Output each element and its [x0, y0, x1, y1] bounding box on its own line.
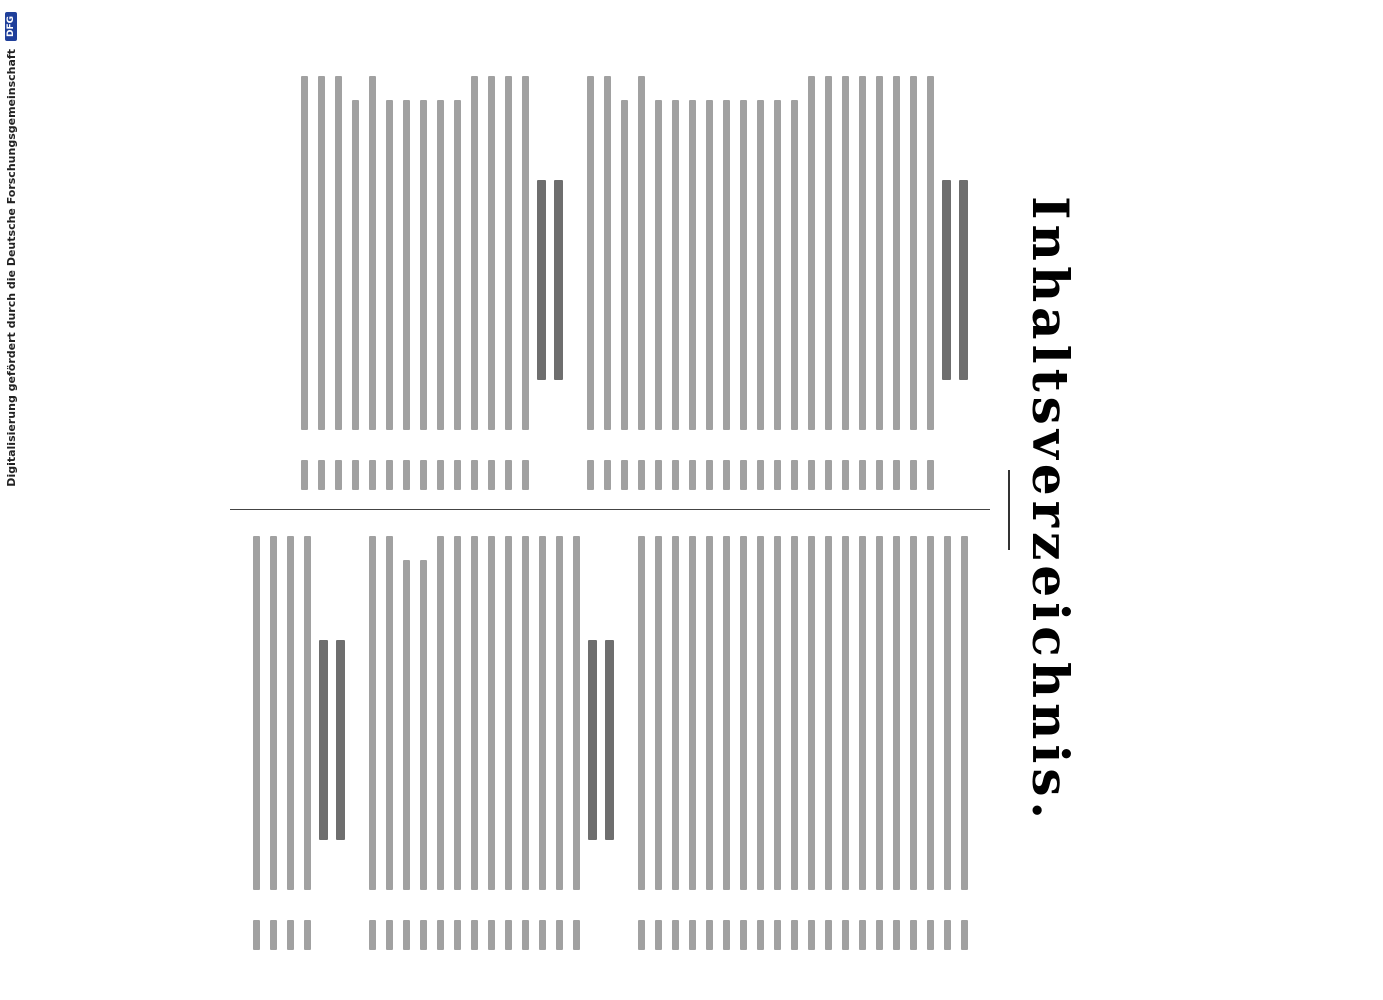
- page-number-placeholder: [471, 920, 478, 950]
- page-number-placeholder: [893, 460, 900, 490]
- page-number-placeholder: [842, 460, 849, 490]
- page-number-placeholder: [301, 460, 308, 490]
- page-number-placeholder: [621, 460, 628, 490]
- page-number-placeholder: [791, 460, 798, 490]
- index-line-placeholder: [505, 76, 512, 430]
- index-line-placeholder: [454, 536, 461, 890]
- index-column-left: [230, 70, 990, 490]
- index-line-placeholder: [505, 536, 512, 890]
- page-number-placeholder: [287, 920, 294, 950]
- page-number-placeholder: [471, 460, 478, 490]
- page-number-placeholder: [961, 920, 968, 950]
- index-line-placeholder: [944, 536, 951, 890]
- index-line-placeholder: [859, 536, 866, 890]
- page-number-placeholder: [791, 920, 798, 950]
- session-heading-placeholder: [942, 180, 951, 380]
- index-line-placeholder: [270, 536, 277, 890]
- page-number-placeholder: [587, 460, 594, 490]
- page-title: Inhaltsverzeichnis.: [1021, 196, 1080, 824]
- page-number-placeholder: [304, 920, 311, 950]
- index-line-placeholder: [723, 536, 730, 890]
- page-number-placeholder: [335, 460, 342, 490]
- index-line-placeholder: [706, 100, 713, 430]
- page-number-placeholder: [604, 460, 611, 490]
- page-number-placeholder: [944, 920, 951, 950]
- page-number-placeholder: [638, 460, 645, 490]
- index-line-placeholder: [573, 536, 580, 890]
- dfg-logo-icon: DFG: [5, 12, 17, 41]
- page-number-placeholder: [318, 460, 325, 490]
- index-line-placeholder: [471, 536, 478, 890]
- index-line-placeholder: [621, 100, 628, 430]
- page-content: [190, 60, 1110, 960]
- page-number-placeholder: [808, 920, 815, 950]
- index-column-right: [230, 530, 990, 950]
- index-line-placeholder: [369, 536, 376, 890]
- page-number-placeholder: [352, 460, 359, 490]
- index-line-placeholder: [876, 536, 883, 890]
- index-line-placeholder: [689, 100, 696, 430]
- index-line-placeholder: [253, 536, 260, 890]
- page-number-placeholder: [723, 920, 730, 950]
- index-line-placeholder: [672, 536, 679, 890]
- page-number-placeholder: [757, 920, 764, 950]
- index-line-placeholder: [774, 100, 781, 430]
- page-number-placeholder: [825, 460, 832, 490]
- index-line-placeholder: [893, 536, 900, 890]
- scanned-page: [190, 60, 1110, 960]
- index-line-placeholder: [876, 76, 883, 430]
- page-number-placeholder: [910, 460, 917, 490]
- index-line-placeholder: [706, 536, 713, 890]
- index-line-placeholder: [488, 76, 495, 430]
- page-number-placeholder: [488, 460, 495, 490]
- index-line-placeholder: [638, 76, 645, 430]
- index-line-placeholder: [403, 560, 410, 890]
- title-rule: [1008, 470, 1010, 550]
- page-number-placeholder: [386, 460, 393, 490]
- index-line-placeholder: [842, 536, 849, 890]
- page-number-placeholder: [672, 460, 679, 490]
- index-line-placeholder: [893, 76, 900, 430]
- index-line-placeholder: [774, 536, 781, 890]
- index-line-placeholder: [655, 536, 662, 890]
- digitization-footer: [0, 0, 22, 1000]
- index-line-placeholder: [927, 536, 934, 890]
- page-number-placeholder: [927, 920, 934, 950]
- page-number-placeholder: [740, 460, 747, 490]
- page-number-placeholder: [757, 460, 764, 490]
- index-line-placeholder: [689, 536, 696, 890]
- column-divider: [230, 509, 990, 510]
- index-line-placeholder: [655, 100, 662, 430]
- page-number-placeholder: [270, 920, 277, 950]
- index-line-placeholder: [335, 76, 342, 430]
- funding-note: Digitalisierung gefördert durch die Deutsche Forschungsgemeinschaft: [4, 49, 18, 487]
- page-number-placeholder: [556, 920, 563, 950]
- index-line-placeholder: [556, 536, 563, 890]
- page-number-placeholder: [706, 460, 713, 490]
- index-line-placeholder: [386, 100, 393, 430]
- index-line-placeholder: [757, 536, 764, 890]
- page-number-placeholder: [573, 920, 580, 950]
- index-line-placeholder: [488, 536, 495, 890]
- index-line-placeholder: [842, 76, 849, 430]
- index-line-placeholder: [522, 76, 529, 430]
- index-line-placeholder: [369, 76, 376, 430]
- page-number-placeholder: [842, 920, 849, 950]
- page-number-placeholder: [689, 460, 696, 490]
- index-line-placeholder: [910, 536, 917, 890]
- index-line-placeholder: [825, 536, 832, 890]
- index-line-placeholder: [287, 536, 294, 890]
- page-number-placeholder: [859, 920, 866, 950]
- page-number-placeholder: [825, 920, 832, 950]
- page-number-placeholder: [454, 460, 461, 490]
- index-line-placeholder: [420, 560, 427, 890]
- index-line-placeholder: [604, 76, 611, 430]
- index-line-placeholder: [304, 536, 311, 890]
- index-line-placeholder: [638, 536, 645, 890]
- index-line-placeholder: [808, 76, 815, 430]
- index-line-placeholder: [672, 100, 679, 430]
- page-number-placeholder: [437, 460, 444, 490]
- index-line-placeholder: [318, 76, 325, 430]
- page-number-placeholder: [420, 460, 427, 490]
- page-number-placeholder: [403, 460, 410, 490]
- index-line-placeholder: [910, 76, 917, 430]
- page-number-placeholder: [740, 920, 747, 950]
- page-number-placeholder: [539, 920, 546, 950]
- page-number-placeholder: [774, 460, 781, 490]
- page-number-placeholder: [437, 920, 444, 950]
- page-number-placeholder: [706, 920, 713, 950]
- page-number-placeholder: [893, 920, 900, 950]
- session-heading-placeholder: [319, 640, 328, 840]
- index-line-placeholder: [539, 536, 546, 890]
- page-number-placeholder: [505, 460, 512, 490]
- page-number-placeholder: [655, 920, 662, 950]
- page-number-placeholder: [522, 920, 529, 950]
- page-number-placeholder: [454, 920, 461, 950]
- index-line-placeholder: [723, 100, 730, 430]
- index-line-placeholder: [471, 76, 478, 430]
- page-number-placeholder: [386, 920, 393, 950]
- index-line-placeholder: [301, 76, 308, 430]
- page-number-placeholder: [859, 460, 866, 490]
- page-number-placeholder: [910, 920, 917, 950]
- index-line-placeholder: [352, 100, 359, 430]
- index-line-placeholder: [420, 100, 427, 430]
- page-number-placeholder: [876, 920, 883, 950]
- index-line-placeholder: [757, 100, 764, 430]
- index-line-placeholder: [791, 100, 798, 430]
- index-line-placeholder: [522, 536, 529, 890]
- index-line-placeholder: [587, 76, 594, 430]
- page-number-placeholder: [420, 920, 427, 950]
- page-number-placeholder: [403, 920, 410, 950]
- page-number-placeholder: [369, 460, 376, 490]
- index-line-placeholder: [791, 536, 798, 890]
- page-number-placeholder: [927, 460, 934, 490]
- session-heading-placeholder: [554, 180, 563, 380]
- index-line-placeholder: [740, 536, 747, 890]
- page-number-placeholder: [369, 920, 376, 950]
- page-number-placeholder: [638, 920, 645, 950]
- page-number-placeholder: [672, 920, 679, 950]
- session-heading-placeholder: [588, 640, 597, 840]
- session-heading-placeholder: [605, 640, 614, 840]
- page-number-placeholder: [774, 920, 781, 950]
- page-number-placeholder: [253, 920, 260, 950]
- index-line-placeholder: [927, 76, 934, 430]
- index-line-placeholder: [454, 100, 461, 430]
- index-line-placeholder: [403, 100, 410, 430]
- page-number-placeholder: [689, 920, 696, 950]
- page-number-placeholder: [808, 460, 815, 490]
- session-heading-placeholder: [537, 180, 546, 380]
- index-line-placeholder: [808, 536, 815, 890]
- session-heading-placeholder: [959, 180, 968, 380]
- index-line-placeholder: [386, 536, 393, 890]
- page-number-placeholder: [876, 460, 883, 490]
- index-line-placeholder: [825, 76, 832, 430]
- session-heading-placeholder: [336, 640, 345, 840]
- index-line-placeholder: [740, 100, 747, 430]
- index-line-placeholder: [859, 76, 866, 430]
- page-number-placeholder: [522, 460, 529, 490]
- page-number-placeholder: [655, 460, 662, 490]
- index-line-placeholder: [961, 536, 968, 890]
- index-line-placeholder: [437, 536, 444, 890]
- page-number-placeholder: [505, 920, 512, 950]
- page-number-placeholder: [723, 460, 730, 490]
- page-number-placeholder: [488, 920, 495, 950]
- index-line-placeholder: [437, 100, 444, 430]
